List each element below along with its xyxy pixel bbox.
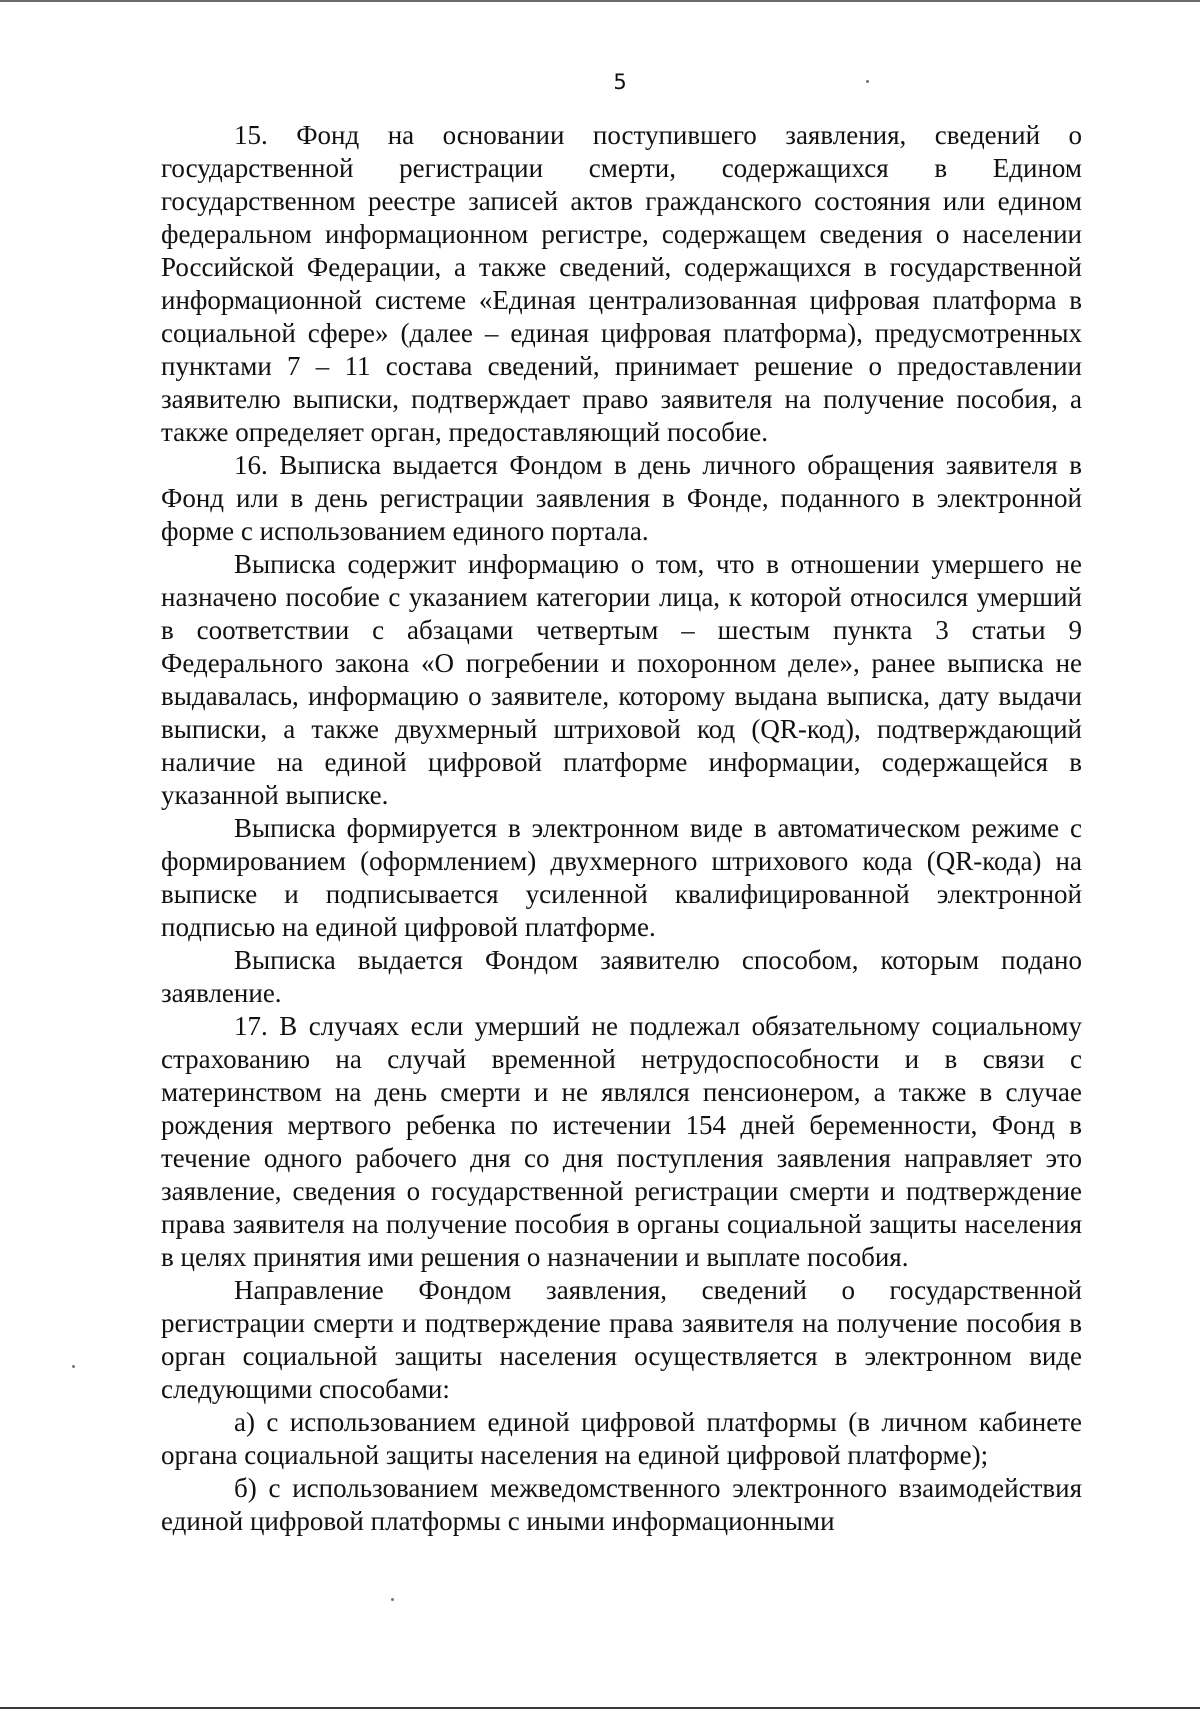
- scan-speck: [72, 1365, 75, 1368]
- scan-speck: [391, 1598, 394, 1601]
- scan-edge-bottom: [0, 1707, 1200, 1709]
- paragraph-statement-content: Выписка содержит информацию о том, что в отношении умершего не назначено пособие с указанием категории лица, к которой относился умерший в соответствии с абзацами четвертым – шестым пункта 3 статьи 9 Федерального закона «О погребении и похоронном деле», ранее выписка не выдавалась, информацию о заявителе, которому выдана выписка, дату выдачи выписки, а также двухмерный штриховой код (QR-код), подтверждающий наличие на единой цифровой платформе информации, содержащейся в указанной выписке.: [161, 549, 1082, 810]
- paragraph-16: 16. Выписка выдается Фондом в день личного обращения заявителя в Фонд или в день регистрации заявления в Фонде, поданного в электронной форме с использованием единого портала.: [161, 450, 1082, 546]
- paragraph-17: 17. В случаях если умерший не подлежал обязательному социальному страхованию на случай временной нетрудоспособности и в связи с материнством на день смерти и не являлся пенсионером, а также в случае рождения мертвого ребенка по истечении 154 дней беременности, Фонд в течение одного рабочего дня со дня поступления заявления направляет это заявление, сведения о государственной регистрации смерти и подтверждение права заявителя на получение пособия в органы социальной защиты населения в целях принятия ими решения о назначении и выплате пособия.: [161, 1011, 1082, 1272]
- list-item-b: б) с использованием межведомственного электронного взаимодействия единой цифровой платформы с иными информационными: [161, 1473, 1082, 1536]
- paragraph-transfer-methods: Направление Фондом заявления, сведений о государственной регистрации смерти и подтверждение права заявителя на получение пособия в орган социальной защиты населения осуществляется в электронном виде следующими способами:: [161, 1275, 1082, 1404]
- paragraph-15: 15. Фонд на основании поступившего заявления, сведений о государственной регистрации смерти, содержащихся в Едином государственном реестре записей актов гражданского состояния или едином федеральном информационном регистре, содержащем сведения о населении Российской Федерации, а также сведений, содержащихся в государственной информационной системе «Единая централизованная цифровая платформа в социальной сфере» (далее – единая цифровая платформа), предусмотренных пунктами 7 – 11 состава сведений, принимает решение о предоставлении заявителю выписки, подтверждает право заявителя на получение пособия, а также определяет орган, предоставляющий пособие.: [161, 120, 1082, 447]
- paragraph-statement-delivery: Выписка выдается Фондом заявителю способом, которым подано заявление.: [161, 945, 1082, 1008]
- list-item-a: а) с использованием единой цифровой платформы (в личном кабинете органа социальной защиты населения на единой цифровой платформе);: [161, 1407, 1082, 1470]
- paragraph-statement-format: Выписка формируется в электронном виде в автоматическом режиме с формированием (оформлением) двухмерного штрихового кода (QR-кода) на выписке и подписывается усиленной квалифицированной электронной подписью на единой цифровой платформе.: [161, 813, 1082, 942]
- scan-edge-top: [0, 0, 1200, 2]
- document-body: [161, 119, 1082, 1538]
- page-number: 5: [613, 70, 627, 94]
- scan-speck: [866, 80, 869, 83]
